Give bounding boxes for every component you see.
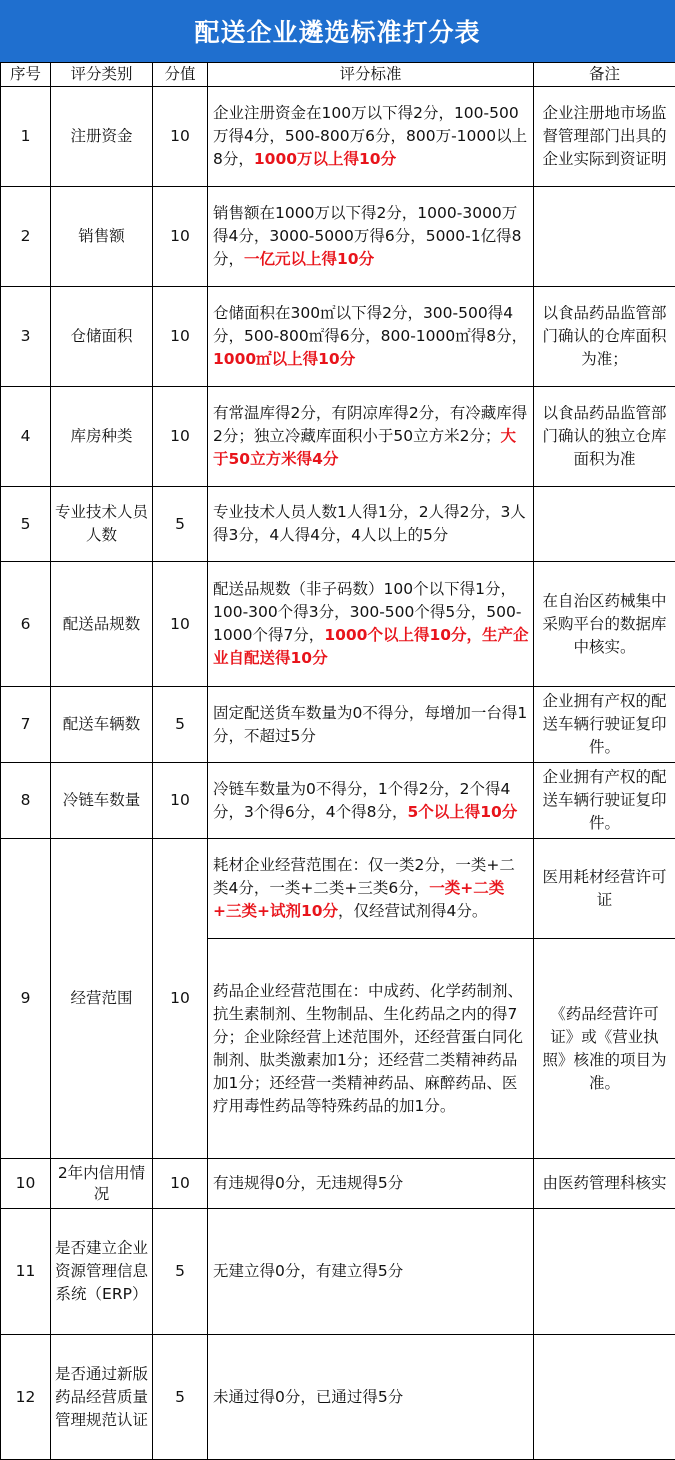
row-category: 冷链车数量 (51, 763, 153, 839)
row-no: 5 (1, 487, 51, 562)
page-title: 配送企业遴选标准打分表 (0, 0, 675, 62)
standard-text-tail: ，仅经营试剂得4分。 (338, 902, 487, 920)
header-score: 分值 (153, 63, 208, 87)
standard-text: 耗材企业经营范围在：仅一类2分，一类+二类4分，一类+二类+三类6分， (213, 856, 515, 897)
table-row (1, 1335, 675, 1460)
standard-text: 专业技术人员人数1人得1分，2人得2分，3人得3分，4人得4分，4人以上的5分 (213, 503, 526, 544)
scoring-table (0, 62, 675, 1460)
row-score: 10 (153, 87, 208, 187)
row-note (534, 1335, 675, 1460)
row-category: 是否通过新版药品经营质量管理规范认证 (51, 1335, 153, 1460)
row-no: 6 (1, 562, 51, 687)
row-category: 2年内信用情况 (51, 1159, 153, 1209)
row-category: 仓储面积 (51, 287, 153, 387)
row-category: 注册资金 (51, 87, 153, 187)
table-row (1, 839, 675, 939)
row-standard (208, 562, 534, 687)
table-row (1, 562, 675, 687)
standard-text: 有违规得0分，无违规得5分 (213, 1174, 403, 1192)
standard-text: 冷链车数量为0不得分，1个得2分，2个得4分，3个得6分，4个得8分， (213, 780, 510, 821)
standard-highlight: 1000个以上得10分，生产企业自配送得10分 (213, 626, 529, 667)
row-note: 以食品药品监管部门确认的仓库面积为准； (534, 287, 675, 387)
row-note: 以食品药品监管部门确认的独立仓库面积为准 (534, 387, 675, 487)
standard-text: 无建立得0分，有建立得5分 (213, 1262, 403, 1280)
row-standard (208, 839, 534, 939)
standard-text: 药品企业经营范围在：中成药、化学药制剂、抗生素制剂、生物制品、生化药品之内的得7分；企业除经营上述范围外，还经营蛋白同化制剂、肽类激素加1分；还经营二类精神药品加1分；还经营一类精神药品、麻醉药品、医疗用毒性药品等特殊药品的加1分。 (213, 982, 523, 1115)
row-standard (208, 763, 534, 839)
header-category: 评分类别 (51, 63, 153, 87)
row-score: 10 (153, 1159, 208, 1209)
row-standard (208, 1159, 534, 1209)
header-no: 序号 (1, 63, 51, 87)
row-no: 10 (1, 1159, 51, 1209)
row-category: 配送品规数 (51, 562, 153, 687)
standard-text: 固定配送货车数量为0不得分，每增加一台得1分，不超过5分 (213, 704, 527, 745)
row-standard (208, 387, 534, 487)
standard-text: 有常温库得2分，有阴凉库得2分，有冷藏库得2分；独立冷藏库面积小于50立方米2分； (213, 404, 527, 445)
row-score: 5 (153, 487, 208, 562)
standard-text: 配送品规数（非子码数）100个以下得1分，100-300个得3分，300-500个得5分，500-1000个得7分， (213, 580, 521, 644)
row-standard (208, 87, 534, 187)
row-standard (208, 687, 534, 763)
row-note: 由医药管理科核实 (534, 1159, 675, 1209)
standard-text: 仓储面积在300㎡以下得2分，300-500得4分，500-800㎡得6分，800-1000㎡得8分， (213, 304, 527, 345)
row-no: 4 (1, 387, 51, 487)
row-category: 专业技术人员人数 (51, 487, 153, 562)
standard-text: 未通过得0分，已通过得5分 (213, 1388, 403, 1406)
row-standard (208, 487, 534, 562)
row-no: 11 (1, 1209, 51, 1335)
row-note: 企业注册地市场监督管理部门出具的企业实际到资证明 (534, 87, 675, 187)
header-note: 备注 (534, 63, 675, 87)
row-score: 10 (153, 187, 208, 287)
standard-text: 销售额在1000万以下得2分，1000-3000万得4分，3000-5000万得6分，5000-1亿得8分， (213, 204, 521, 268)
standard-highlight: 5个以上得10分 (407, 803, 517, 821)
row-note: 在自治区药械集中采购平台的数据库中核实。 (534, 562, 675, 687)
row-note: 企业拥有产权的配送车辆行驶证复印件。 (534, 763, 675, 839)
row-category: 销售额 (51, 187, 153, 287)
row-standard (208, 1209, 534, 1335)
row-standard (208, 187, 534, 287)
row-note (534, 487, 675, 562)
row-no: 12 (1, 1335, 51, 1460)
row-score: 10 (153, 387, 208, 487)
row-no: 1 (1, 87, 51, 187)
row-score: 5 (153, 687, 208, 763)
table-row (1, 287, 675, 387)
standard-text: 企业注册资金在100万以下得2分，100-500万得4分，500-800万6分，800万-1000以上8分， (213, 104, 527, 168)
row-category: 库房种类 (51, 387, 153, 487)
row-no: 2 (1, 187, 51, 287)
row-no: 7 (1, 687, 51, 763)
table-row (1, 763, 675, 839)
row-note (534, 1209, 675, 1335)
row-score: 5 (153, 1335, 208, 1460)
row-standard (208, 939, 534, 1159)
row-score: 5 (153, 1209, 208, 1335)
row-score: 10 (153, 763, 208, 839)
table-row (1, 387, 675, 487)
row-standard (208, 1335, 534, 1460)
row-category: 经营范围 (51, 839, 153, 1159)
table-row (1, 187, 675, 287)
standard-highlight: 1000万以上得10分 (254, 150, 396, 168)
row-note: 医用耗材经营许可证 (534, 839, 675, 939)
row-category: 是否建立企业资源管理信息系统（ERP） (51, 1209, 153, 1335)
row-no: 9 (1, 839, 51, 1159)
row-standard (208, 287, 534, 387)
standard-highlight: 一亿元以上得10分 (244, 250, 374, 268)
row-note: 企业拥有产权的配送车辆行驶证复印件。 (534, 687, 675, 763)
header-standard: 评分标准 (208, 63, 534, 87)
table-row (1, 487, 675, 562)
table-row (1, 1209, 675, 1335)
row-score: 10 (153, 839, 208, 1159)
standard-highlight: 1000㎡以上得10分 (213, 350, 355, 368)
row-score: 10 (153, 562, 208, 687)
table-row (1, 687, 675, 763)
row-note: 《药品经营许可证》或《营业执照》核准的项目为准。 (534, 939, 675, 1159)
standard-highlight: 一类+二类+三类+试剂10分 (213, 879, 504, 920)
row-category: 配送车辆数 (51, 687, 153, 763)
table-row (1, 87, 675, 187)
row-no: 8 (1, 763, 51, 839)
row-note (534, 187, 675, 287)
row-no: 3 (1, 287, 51, 387)
row-score: 10 (153, 287, 208, 387)
table-row (1, 1159, 675, 1209)
standard-highlight: 大于50立方米得4分 (213, 427, 516, 468)
header-row (1, 63, 675, 87)
